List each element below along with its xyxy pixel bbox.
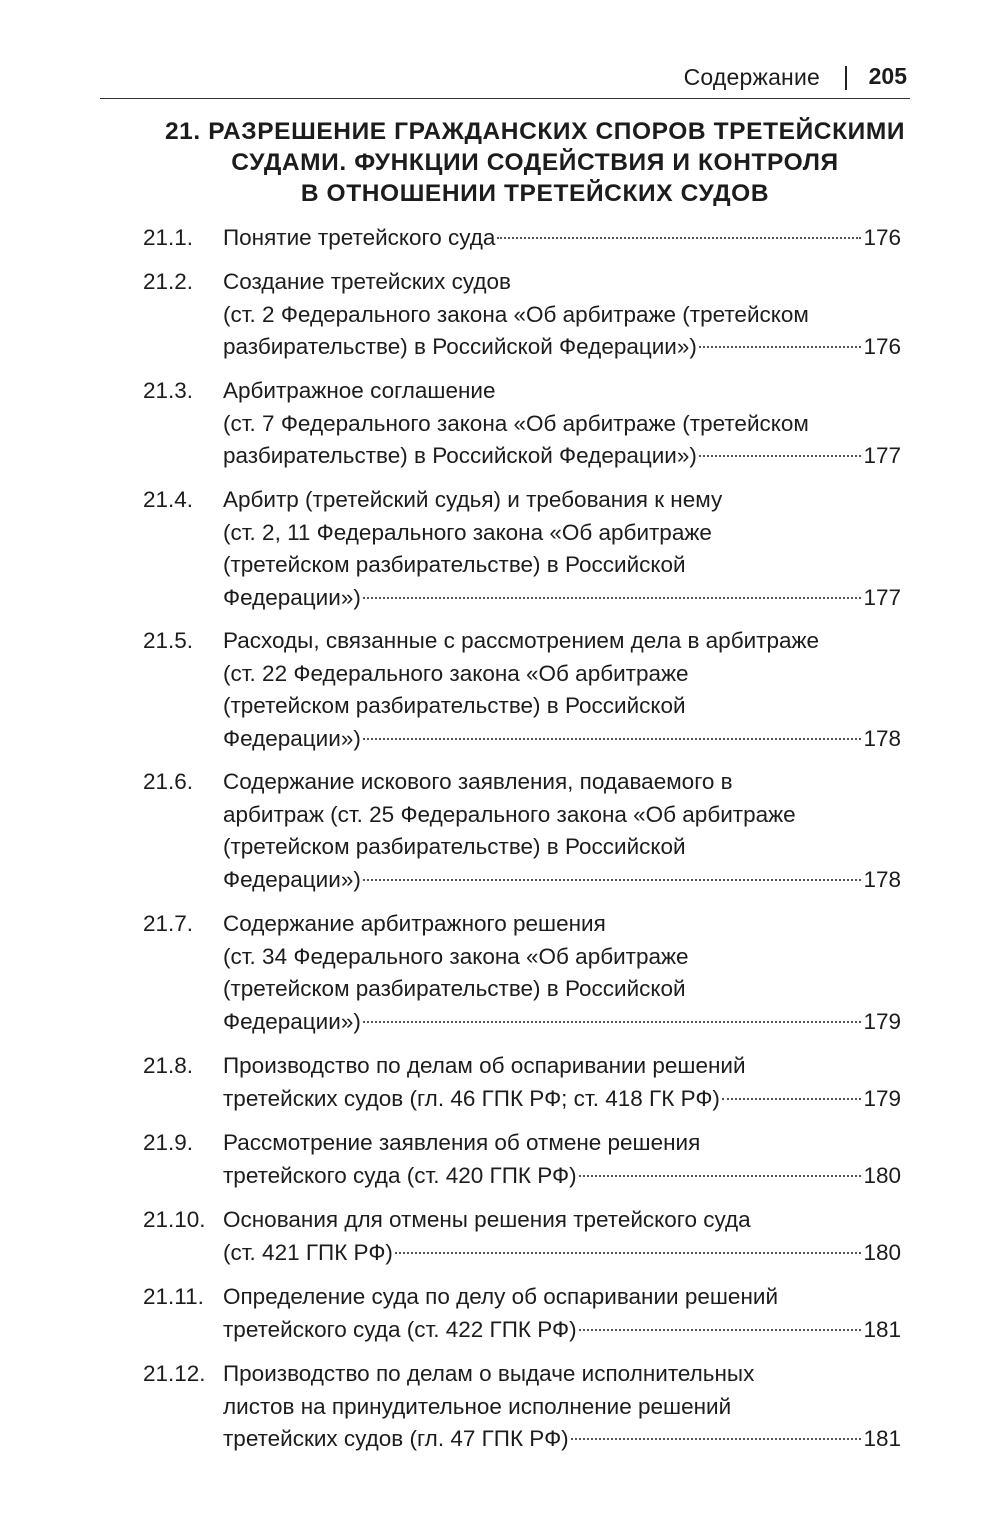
- entry-number: 21.4.: [143, 487, 194, 512]
- entry-number: 21.2.: [143, 269, 194, 294]
- dot-leader: [497, 237, 861, 239]
- dot-leader: [579, 1329, 862, 1331]
- running-header: [100, 62, 910, 99]
- entry-page: 181: [863, 1316, 901, 1342]
- toc-entry-21-5[interactable]: [143, 625, 901, 755]
- toc-entry-21-1[interactable]: [143, 222, 901, 255]
- entry-text: (третейском разбирательстве) в Российской: [223, 976, 686, 1001]
- entry-text: (ст. 7 Федерального закона «Об арбитраже (третейском: [223, 410, 809, 436]
- entry-text: Основания для отмены решения третейского суда: [223, 1207, 751, 1232]
- entry-text: (ст. 34 Федерального закона «Об арбитраже: [223, 943, 689, 969]
- toc-entry-21-7[interactable]: [143, 908, 901, 1038]
- entry-text: Федерации»): [223, 866, 361, 892]
- entry-page: 177: [863, 443, 901, 468]
- entry-text: Понятие третейского суда: [223, 225, 496, 250]
- entry-text: Арбитражное соглашение: [223, 378, 496, 403]
- toc-entry-21-10[interactable]: [143, 1204, 901, 1269]
- entry-text: третейского суда (ст. 420 ГПК РФ): [223, 1162, 577, 1188]
- entry-text: Содержание искового заявления, подаваемого в: [223, 769, 733, 794]
- dot-leader: [699, 346, 862, 348]
- entry-number: 21.12.: [143, 1361, 206, 1386]
- entry-text: разбирательстве) в Российской Федерации»): [223, 443, 697, 468]
- entry-text: (ст. 2 Федерального закона «Об арбитраже (третейском: [223, 301, 809, 327]
- entry-text: (третейском разбирательстве) в Российской: [223, 552, 686, 577]
- entry-number: 21.11.: [143, 1284, 204, 1309]
- entry-page: 177: [863, 584, 901, 610]
- page-number: 205: [868, 63, 907, 89]
- entry-text: третейских судов (гл. 47 ГПК РФ): [223, 1426, 569, 1451]
- entry-text: разбирательстве) в Российской Федерации»): [223, 334, 697, 359]
- dot-leader: [571, 1438, 862, 1440]
- dot-leader: [363, 597, 862, 599]
- entry-text: Федерации»): [223, 725, 361, 751]
- entry-page: 180: [863, 1239, 901, 1265]
- entry-text: Содержание арбитражного решения: [223, 911, 606, 936]
- entry-page: 176: [863, 225, 901, 250]
- entry-page: 179: [863, 1085, 901, 1111]
- entry-number: 21.10.: [143, 1207, 206, 1232]
- toc-entry-21-9[interactable]: [143, 1127, 901, 1192]
- dot-leader: [722, 1098, 862, 1100]
- dot-leader: [363, 879, 862, 881]
- chapter-title-line: В ОТНОШЕНИИ ТРЕТЕЙСКИХ СУДОВ: [300, 180, 770, 207]
- entry-text: Арбитр (третейский судья) и требования к нему: [223, 487, 723, 512]
- dot-leader: [363, 738, 862, 740]
- entry-number: 21.1.: [143, 225, 194, 250]
- entry-text: (ст. 2, 11 Федерального закона «Об арбитраже: [223, 519, 712, 545]
- chapter-title-line: СУДАМИ. ФУНКЦИИ СОДЕЙСТВИЯ И КОНТРОЛЯ: [231, 149, 839, 176]
- toc-entry-21-4[interactable]: [143, 484, 901, 614]
- entry-page: 178: [863, 866, 901, 892]
- header-separator: [845, 66, 847, 90]
- entry-number: 21.5.: [143, 628, 194, 653]
- entry-text: арбитраж (ст. 25 Федерального закона «Об арбитраже: [223, 801, 796, 827]
- toc-entry-21-3[interactable]: [143, 375, 901, 473]
- toc-entry-21-6[interactable]: [143, 766, 901, 896]
- entry-number: 21.3.: [143, 378, 194, 403]
- toc-entry-21-12[interactable]: [143, 1358, 901, 1456]
- entry-page: 180: [863, 1162, 901, 1188]
- entry-text: Определение суда по делу об оспаривании решений: [223, 1284, 779, 1309]
- entry-text: (ст. 421 ГПК РФ): [223, 1239, 393, 1265]
- dot-leader: [395, 1252, 862, 1254]
- entry-text: Создание третейских судов: [223, 269, 511, 294]
- entry-number: 21.6.: [143, 769, 194, 794]
- entry-text: Рассмотрение заявления об отмене решения: [223, 1130, 701, 1155]
- dot-leader: [363, 1021, 862, 1023]
- toc-entry-21-8[interactable]: [143, 1050, 901, 1115]
- entry-text: третейского суда (ст. 422 ГПК РФ): [223, 1316, 577, 1342]
- entry-text: (ст. 22 Федерального закона «Об арбитраже: [223, 660, 689, 686]
- entry-number: 21.8.: [143, 1053, 194, 1078]
- entry-number: 21.7.: [143, 911, 194, 936]
- entry-page: 176: [863, 334, 901, 359]
- entry-number: 21.9.: [143, 1130, 194, 1155]
- toc-entry-21-11[interactable]: [143, 1281, 901, 1346]
- dot-leader: [579, 1175, 862, 1177]
- entry-text: Федерации»): [223, 584, 361, 610]
- toc-entry-21-2[interactable]: [143, 266, 901, 364]
- chapter-title-line: 21. РАЗРЕШЕНИЕ ГРАЖДАНСКИХ СПОРОВ ТРЕТЕЙСКИМИ: [164, 118, 906, 145]
- entry-text: третейских судов (гл. 46 ГПК РФ; ст. 418 ГК РФ): [223, 1085, 720, 1111]
- entry-text: Федерации»): [223, 1008, 361, 1034]
- entry-text: (третейском разбирательстве) в Российской: [223, 693, 686, 718]
- entry-page: 181: [863, 1426, 901, 1451]
- entry-text: Производство по делам об оспаривании решений: [223, 1053, 746, 1078]
- chapter-title: [100, 116, 970, 209]
- entry-page: 179: [863, 1008, 901, 1034]
- running-header-title: Содержание: [683, 64, 820, 90]
- entry-text: Расходы, связанные с рассмотрением дела в арбитраже: [223, 628, 820, 653]
- entry-page: 178: [863, 725, 901, 751]
- entry-text: Производство по делам о выдаче исполнительных: [223, 1361, 755, 1386]
- entry-text: (третейском разбирательстве) в Российской: [223, 834, 686, 859]
- dot-leader: [699, 455, 862, 457]
- entry-text: листов на принудительное исполнение решений: [223, 1393, 732, 1419]
